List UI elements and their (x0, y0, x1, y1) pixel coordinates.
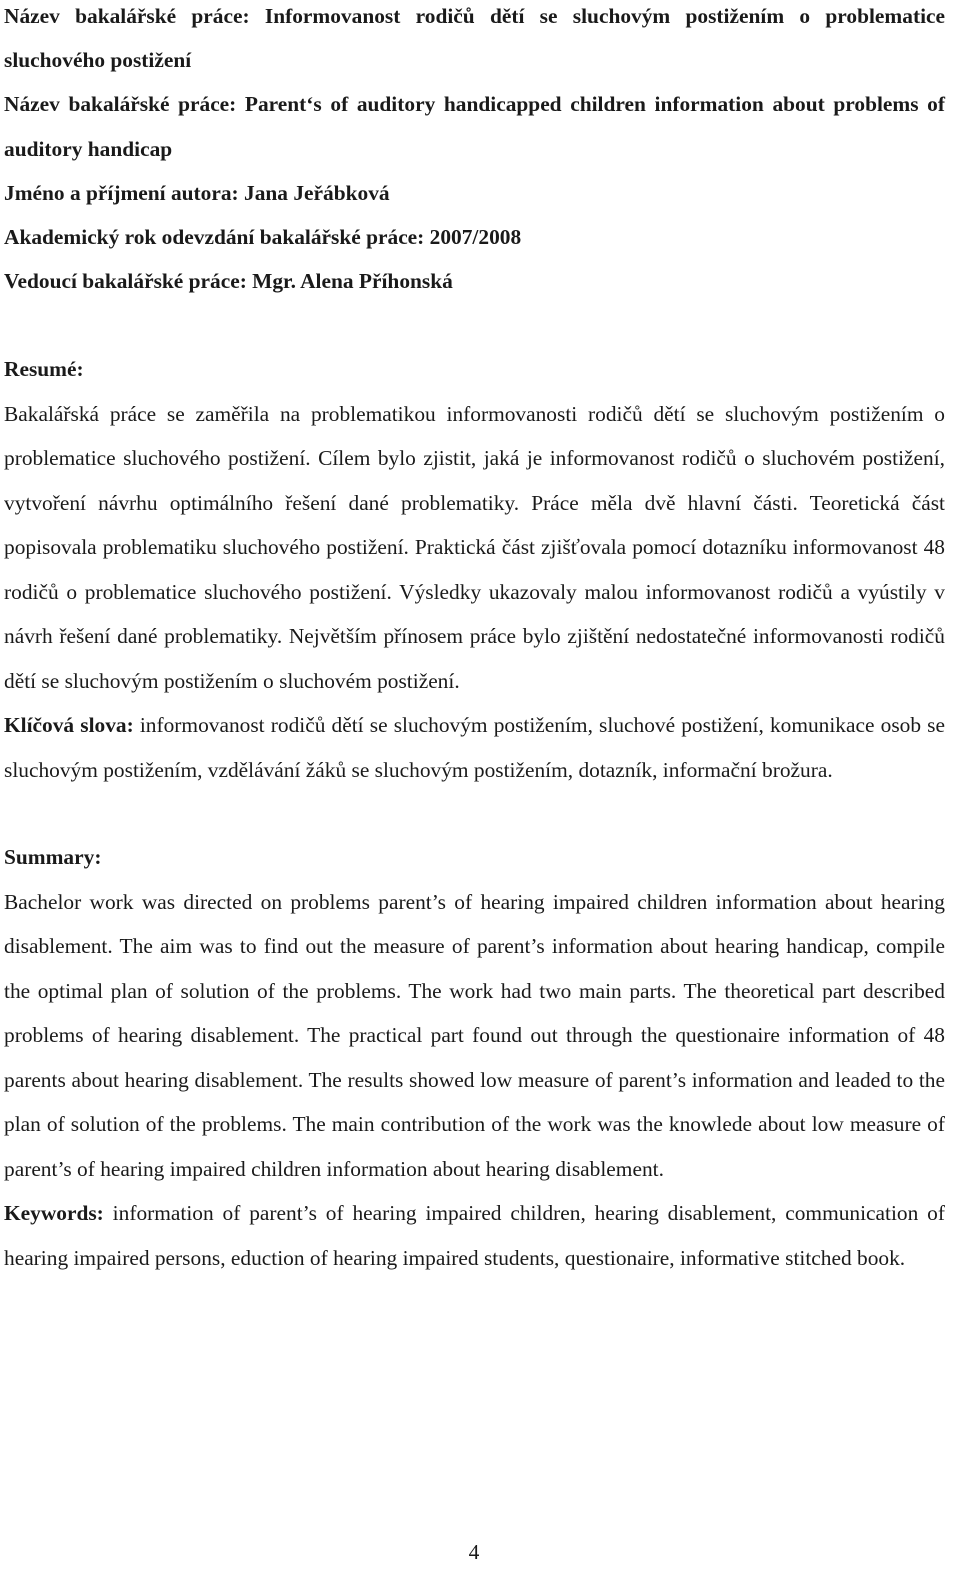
thesis-title-czech: Název bakalářské práce: Informovanost rodičů dětí se sluchovým postižením o problematice sluchového postižení (4, 4, 945, 73)
page-number: 4 (468, 1540, 480, 1564)
resume-heading: Resumé: (4, 357, 84, 382)
resume-keywords-text: informovanost rodičů dětí se sluchovým postižením, sluchové postižení, komunikace osob se sluchovým postižením, vzdělávání žáků se sluchovým postižením, dotazník, informační brožura. (4, 713, 945, 782)
summary-keywords-text: information of parent’s of hearing impaired children, hearing disablement, communication of hearing impaired persons, eduction of hearing impaired students, questionaire, informative stitched book. (4, 1201, 945, 1270)
summary-text: Bachelor work was directed on problems parent’s of hearing impaired children information about hearing disablement. The aim was to find out the measure of parent’s information about hearing handicap, compile the optimal plan of solution of the problems. The work had two main parts. The theoretical part described problems of hearing disablement. The practical part found out through the questionaire information of 48 parents about hearing disablement. The results showed low measure of parent’s information and leaded to the plan of solution of the problems. The main contribution of the work was the knowlede about low measure of parent’s of hearing impaired children information about hearing disablement. (4, 889, 945, 1181)
resume-keywords-label: Klíčová slova: (4, 713, 134, 738)
thesis-metadata (4, 0, 945, 303)
resume-text: Bakalářská práce se zaměřila na problematikou informovanosti rodičů dětí se sluchovým postižením o problematice sluchového postižení. Cílem bylo zjistit, jaká je informovanost rodičů o sluchovém postižení, vytvoření návrhu optimálního řešení dané problematiky. Práce měla dvě hlavní části. Teoretická část popisovala problematiku sluchového postižení. Praktická část zjišťovala pomocí dotazníku informovanost 48 rodičů o problematice sluchového postižení. Výsledky ukazovaly malou informovanost rodičů a vyústily v návrh řešení dané problematiky. Největším přínosem práce bylo zjištění nedostatečné informovanosti rodičů dětí se sluchovým postižením o sluchovém postižení. (4, 401, 945, 693)
thesis-title-english: Název bakalářské práce: Parent‘s of auditory handicapped children information about problems of auditory handicap (4, 92, 945, 161)
thesis-supervisor: Vedoucí bakalářské práce: Mgr. Alena Příhonská (4, 269, 453, 294)
thesis-academic-year: Akademický rok odevzdání bakalářské práce: 2007/2008 (4, 225, 522, 250)
resume-keywords (4, 703, 945, 792)
document-page (4, 0, 945, 1280)
summary-section (4, 835, 945, 1280)
resume-section (4, 347, 945, 792)
thesis-author: Jméno a příjmení autora: Jana Jeřábková (4, 180, 390, 205)
summary-heading: Summary: (4, 845, 102, 870)
summary-keywords-label: Keywords: (4, 1201, 104, 1226)
summary-keywords (4, 1191, 945, 1280)
section-spacer (4, 792, 945, 835)
